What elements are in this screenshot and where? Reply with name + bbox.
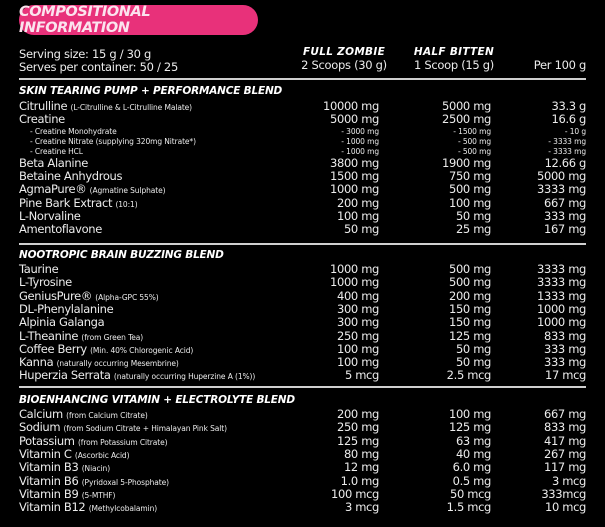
section-title-vitamin-blend: BIOENHANCING VITAMIN + ELECTROLYTE BLEND bbox=[19, 394, 295, 406]
value-per-100g: 117 mg bbox=[543, 460, 586, 475]
value-half-bitten: 1.5 mcg bbox=[446, 500, 491, 515]
value-half-bitten: 100 mg bbox=[448, 195, 491, 210]
value-full-zombie: 300 mg bbox=[336, 315, 379, 330]
ingredient-subrow bbox=[0, 147, 605, 157]
ingredient-name bbox=[19, 263, 58, 276]
value-full-zombie: 1000 mg bbox=[330, 182, 379, 197]
value-per-100g: 333 mg bbox=[543, 208, 586, 223]
value-full-zombie: 100 mg bbox=[336, 341, 379, 356]
ingredient-label: Vitamin B3 bbox=[19, 460, 79, 475]
ingredient-name bbox=[19, 157, 88, 170]
value-full-zombie: 400 mg bbox=[336, 288, 379, 303]
ingredient-label: AgmaPure® bbox=[19, 182, 87, 197]
ingredient-name bbox=[19, 316, 104, 329]
value-full-zombie: 250 mg bbox=[336, 328, 379, 343]
ingredient-row bbox=[0, 408, 605, 421]
ingredient-name bbox=[19, 276, 72, 289]
value-full-zombie: 125 mg bbox=[336, 433, 379, 448]
ingredient-row bbox=[0, 170, 605, 183]
ingredient-label: Potassium bbox=[19, 433, 75, 448]
ingredient-note: (from Calcium Citrate) bbox=[66, 411, 148, 420]
ingredient-label: Vitamin C bbox=[19, 446, 72, 461]
ingredient-row bbox=[0, 435, 605, 448]
ingredient-label: Creatine bbox=[19, 112, 65, 127]
ingredient-label: GeniusPure® bbox=[19, 288, 92, 303]
value-per-100g: 833 mg bbox=[543, 420, 586, 435]
ingredient-note: (naturally occurring Huperzine A (1%)) bbox=[113, 372, 256, 382]
column-label-full-zombie: 2 Scoops (30 g) bbox=[301, 58, 387, 72]
column-label-per-100g: Per 100 g bbox=[533, 58, 586, 72]
value-half-bitten: - 500 mg bbox=[457, 136, 491, 146]
section-title-pump-blend: SKIN TEARING PUMP + PERFORMANCE BLEND bbox=[19, 85, 283, 97]
value-half-bitten: 100 mg bbox=[448, 407, 491, 421]
value-per-100g: 3 mcg bbox=[551, 473, 586, 488]
value-full-zombie: 1.0 mg bbox=[340, 473, 379, 488]
value-full-zombie: 80 mg bbox=[343, 446, 379, 461]
section-title-nootropic-blend: NOOTROPIC BRAIN BUZZING BLEND bbox=[19, 249, 224, 261]
column-brand-half-bitten: HALF BITTEN bbox=[413, 46, 495, 58]
value-per-100g: 1000 mg bbox=[537, 315, 586, 330]
value-full-zombie: 12 mg bbox=[343, 460, 379, 475]
value-per-100g: 3333 mg bbox=[537, 275, 586, 290]
value-half-bitten: 63 mg bbox=[455, 433, 491, 448]
ingredient-name bbox=[19, 303, 113, 316]
ingredient-label: Calcium bbox=[19, 407, 63, 421]
value-per-100g: 10 mcg bbox=[544, 500, 586, 515]
ingredient-row bbox=[0, 330, 605, 343]
ingredient-label: L-Theanine bbox=[19, 328, 79, 343]
value-full-zombie: 50 mg bbox=[343, 222, 379, 237]
value-half-bitten: 1900 mg bbox=[442, 155, 491, 170]
ingredient-note: (Ascorbic Acid) bbox=[74, 450, 130, 460]
ingredient-note: (Agmatine Sulphate) bbox=[89, 186, 166, 196]
column-header-full-zombie bbox=[288, 46, 400, 72]
value-per-100g: 167 mg bbox=[543, 222, 586, 237]
ingredient-row bbox=[0, 183, 605, 196]
value-per-100g: 17 mcg bbox=[544, 368, 586, 383]
ingredient-row bbox=[0, 157, 605, 170]
ingredient-name bbox=[19, 369, 255, 383]
ingredient-row bbox=[0, 421, 605, 434]
ingredient-note: (L-Citrulline & L-Citrulline Malate) bbox=[70, 103, 193, 112]
column-brand-full-zombie: FULL ZOMBIE bbox=[302, 46, 386, 58]
value-per-100g: 16.6 g bbox=[551, 112, 586, 127]
ingredient-note: (Min. 40% Chlorogenic Acid) bbox=[90, 345, 194, 355]
value-full-zombie: 300 mg bbox=[336, 301, 379, 316]
divider bbox=[19, 386, 586, 388]
value-half-bitten: - 500 mg bbox=[457, 146, 491, 156]
serving-info bbox=[19, 48, 178, 74]
value-full-zombie: 200 mg bbox=[336, 407, 379, 421]
serving-size: Serving size: 15 g / 30 g bbox=[19, 47, 152, 61]
value-half-bitten: 125 mg bbox=[448, 328, 491, 343]
value-half-bitten: 50 mg bbox=[455, 355, 491, 370]
value-half-bitten: 25 mg bbox=[455, 222, 491, 237]
ingredient-name bbox=[19, 113, 65, 126]
value-half-bitten: 150 mg bbox=[448, 301, 491, 316]
value-full-zombie: 1000 mg bbox=[330, 262, 379, 276]
ingredient-row bbox=[0, 343, 605, 356]
ingredient-label: Kanna bbox=[19, 355, 54, 370]
value-per-100g: 833 mg bbox=[543, 328, 586, 343]
ingredient-name bbox=[19, 210, 80, 223]
column-header-half-bitten bbox=[398, 46, 510, 72]
value-full-zombie: 5000 mg bbox=[330, 112, 379, 127]
ingredient-row bbox=[0, 100, 605, 113]
ingredient-row bbox=[0, 113, 605, 126]
ingredient-label: - Creatine Monohydrate bbox=[30, 126, 117, 136]
ingredient-label: Beta Alanine bbox=[19, 155, 88, 170]
value-half-bitten: 5000 mg bbox=[442, 99, 491, 113]
compositional-information-badge bbox=[19, 5, 258, 35]
ingredient-row bbox=[0, 303, 605, 316]
ingredient-label: Alpinia Galanga bbox=[19, 315, 105, 330]
ingredient-note: (naturally occurring Mesembrine) bbox=[56, 359, 179, 369]
ingredient-label: L-Norvaline bbox=[19, 208, 81, 223]
value-half-bitten: 40 mg bbox=[455, 446, 491, 461]
value-half-bitten: 200 mg bbox=[448, 288, 491, 303]
ingredient-name bbox=[30, 127, 117, 137]
value-full-zombie: 1500 mg bbox=[330, 168, 379, 183]
value-half-bitten: 750 mg bbox=[448, 168, 491, 183]
ingredient-row bbox=[0, 461, 605, 474]
value-half-bitten: - 1500 mg bbox=[453, 126, 491, 136]
ingredient-label: Vitamin B6 bbox=[19, 473, 79, 488]
value-per-100g: 5000 mg bbox=[537, 168, 586, 183]
ingredient-row bbox=[0, 488, 605, 501]
value-half-bitten: 2500 mg bbox=[442, 112, 491, 127]
value-full-zombie: 5 mcg bbox=[344, 368, 379, 383]
value-full-zombie: 100 mg bbox=[336, 208, 379, 223]
value-half-bitten: 0.5 mg bbox=[452, 473, 491, 488]
value-full-zombie: - 1000 mg bbox=[341, 136, 379, 146]
ingredient-row bbox=[0, 369, 605, 382]
ingredient-label: Coffee Berry bbox=[19, 341, 87, 356]
value-full-zombie: 250 mg bbox=[336, 420, 379, 435]
value-half-bitten: 150 mg bbox=[448, 315, 491, 330]
value-half-bitten: 50 mg bbox=[455, 208, 491, 223]
value-per-100g: 417 mg bbox=[543, 433, 586, 448]
ingredient-row bbox=[0, 448, 605, 461]
ingredient-row bbox=[0, 223, 605, 236]
ingredient-label: L-Tyrosine bbox=[19, 275, 72, 290]
value-full-zombie: 10000 mg bbox=[323, 99, 379, 113]
divider bbox=[19, 78, 586, 80]
ingredient-label: Amentoflavone bbox=[19, 222, 102, 237]
ingredient-subrow bbox=[0, 137, 605, 147]
ingredient-row bbox=[0, 356, 605, 369]
ingredient-row bbox=[0, 475, 605, 488]
value-per-100g: - 3333 mg bbox=[548, 136, 586, 146]
ingredient-label: - Creatine HCL bbox=[30, 146, 83, 156]
ingredient-name bbox=[19, 170, 122, 183]
ingredient-row bbox=[0, 263, 605, 276]
ingredient-label: Pine Bark Extract bbox=[19, 195, 113, 210]
ingredient-note: (Niacin) bbox=[81, 464, 111, 474]
value-per-100g: 333 mg bbox=[543, 355, 586, 370]
value-per-100g: - 3333 mg bbox=[548, 146, 586, 156]
ingredient-name bbox=[19, 223, 102, 236]
value-half-bitten: 125 mg bbox=[448, 420, 491, 435]
ingredient-row bbox=[0, 501, 605, 514]
ingredient-row bbox=[0, 210, 605, 223]
value-per-100g: 3333 mg bbox=[537, 182, 586, 197]
ingredient-row bbox=[0, 290, 605, 303]
column-label-half-bitten: 1 Scoop (15 g) bbox=[414, 58, 494, 72]
value-per-100g: 1000 mg bbox=[537, 301, 586, 316]
ingredient-label: Vitamin B12 bbox=[19, 500, 86, 515]
ingredient-label: Betaine Anhydrous bbox=[19, 168, 123, 183]
value-per-100g: 667 mg bbox=[543, 195, 586, 210]
value-full-zombie: 3800 mg bbox=[330, 155, 379, 170]
value-per-100g: 3333 mg bbox=[537, 262, 586, 276]
badge-title: COMPOSITIONAL INFORMATION bbox=[19, 4, 151, 36]
value-per-100g: 333mcg bbox=[541, 486, 586, 501]
value-full-zombie: - 3000 mg bbox=[341, 126, 379, 136]
ingredient-note: (Methylcobalamin) bbox=[88, 504, 158, 514]
value-full-zombie: 100 mcg bbox=[331, 486, 379, 501]
value-per-100g: 333 mg bbox=[543, 341, 586, 356]
value-per-100g: - 10 g bbox=[564, 126, 586, 136]
ingredient-note: (from Potassium Citrate) bbox=[77, 437, 168, 447]
ingredient-note: (from Sodium Citrate + Himalayan Pink Salt) bbox=[63, 424, 227, 434]
ingredient-row bbox=[0, 276, 605, 289]
ingredient-label: Citrulline bbox=[19, 99, 68, 113]
column-header-per-100g bbox=[520, 59, 586, 72]
value-half-bitten: 50 mcg bbox=[449, 486, 491, 501]
ingredient-note: (Pyridoxal 5-Phosphate) bbox=[81, 477, 169, 487]
ingredient-note: (Alpha-GPC 55%) bbox=[95, 292, 159, 302]
value-half-bitten: 500 mg bbox=[448, 275, 491, 290]
ingredient-name bbox=[19, 501, 157, 515]
ingredient-name bbox=[30, 137, 196, 147]
value-half-bitten: 500 mg bbox=[448, 182, 491, 197]
ingredient-label: - Creatine Nitrate (supplying 320mg Nitrate*) bbox=[30, 136, 196, 146]
value-per-100g: 33.3 g bbox=[551, 99, 586, 113]
ingredient-label: Taurine bbox=[19, 262, 59, 276]
value-full-zombie: - 1000 mg bbox=[341, 146, 379, 156]
value-half-bitten: 2.5 mcg bbox=[446, 368, 491, 383]
ingredient-label: Vitamin B9 bbox=[19, 486, 79, 501]
value-full-zombie: 3 mcg bbox=[344, 500, 379, 515]
value-half-bitten: 500 mg bbox=[448, 262, 491, 276]
ingredient-label: DL-Phenylalanine bbox=[19, 301, 114, 316]
ingredient-note: (5-MTHF) bbox=[81, 490, 116, 500]
ingredient-subrow bbox=[0, 127, 605, 137]
value-per-100g: 1333 mg bbox=[537, 288, 586, 303]
ingredient-label: Sodium bbox=[19, 420, 61, 435]
value-per-100g: 667 mg bbox=[543, 407, 586, 421]
ingredient-note: (10:1) bbox=[115, 199, 138, 209]
value-full-zombie: 100 mg bbox=[336, 355, 379, 370]
value-half-bitten: 6.0 mg bbox=[452, 460, 491, 475]
ingredient-row bbox=[0, 197, 605, 210]
ingredient-row bbox=[0, 316, 605, 329]
value-per-100g: 267 mg bbox=[543, 446, 586, 461]
ingredient-note: (from Green Tea) bbox=[81, 332, 144, 342]
ingredient-label: Huperzia Serrata bbox=[19, 368, 111, 383]
value-full-zombie: 200 mg bbox=[336, 195, 379, 210]
value-half-bitten: 50 mg bbox=[455, 341, 491, 356]
value-full-zombie: 1000 mg bbox=[330, 275, 379, 290]
serves-per-container: Serves per container: 50 / 25 bbox=[19, 60, 178, 74]
value-per-100g: 12.66 g bbox=[544, 155, 586, 170]
divider bbox=[19, 243, 586, 245]
